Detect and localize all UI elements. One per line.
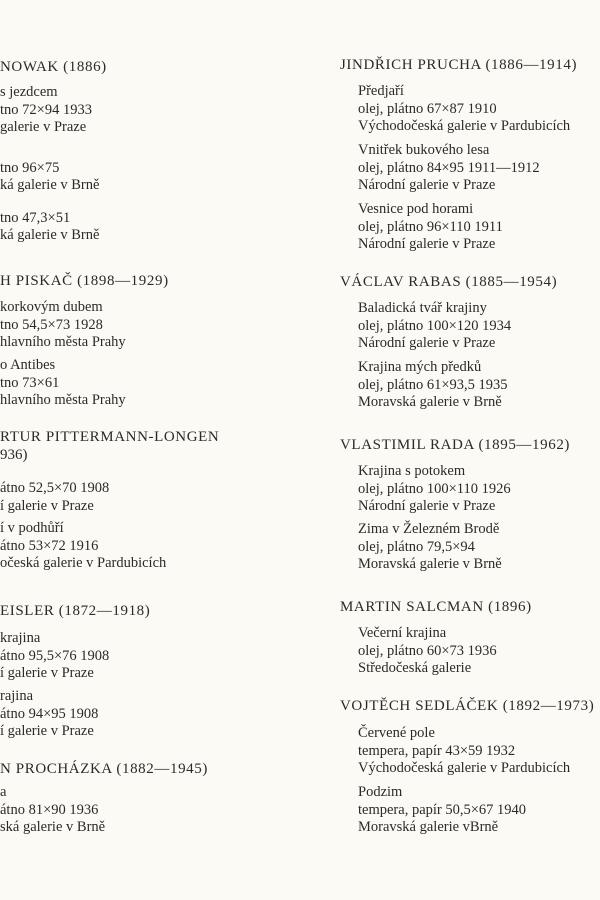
work-item xyxy=(358,201,577,254)
work-title: Vesnice pod horami xyxy=(358,201,474,217)
artist-entry xyxy=(340,598,532,678)
works-list xyxy=(340,463,570,574)
work-collection: Středočeská galerie xyxy=(358,660,472,677)
artist-entry xyxy=(0,58,107,245)
work-item xyxy=(358,463,570,521)
work-item xyxy=(0,480,219,516)
work-title: Vnitřek bukového lesa xyxy=(358,142,490,158)
artist-name: EISLER (1872—1918) xyxy=(0,603,151,619)
artist-entry xyxy=(340,56,577,254)
works-list xyxy=(340,625,532,678)
artist-name: MARTIN SALCMAN (1896) xyxy=(340,599,532,615)
work-medium: átno 53×72 1916 xyxy=(0,537,99,554)
work-medium: átno 94×95 1908 xyxy=(0,705,99,722)
artist-name: VLASTIMIL RADA (1895—1962) xyxy=(340,437,571,453)
artist-name: VÁCLAV RABAS (1885—1954) xyxy=(340,274,558,290)
work-title: Předjaří xyxy=(358,83,404,99)
work-title: Baladická tvář krajiny xyxy=(358,300,487,316)
work-medium: tempera, papír 50,5×67 1940 xyxy=(358,801,527,818)
works-list xyxy=(0,480,219,573)
work-collection: Národní galerie v Praze xyxy=(358,177,496,194)
work-collection: Moravská galerie v Brně xyxy=(358,556,502,573)
work-medium: tno 54,5×73 1928 xyxy=(0,316,103,333)
work-title: Večerní krajina xyxy=(358,625,447,641)
works-list xyxy=(340,725,594,837)
artist-entry xyxy=(0,760,208,837)
work-title: korkovým dubem xyxy=(0,299,103,315)
artist-entry xyxy=(0,602,150,741)
work-item xyxy=(358,83,577,142)
work-collection: í galerie v Praze xyxy=(0,497,94,514)
artist-name: N PROCHÁZKA (1882—1945) xyxy=(0,761,208,777)
work-collection: í galerie v Praze xyxy=(0,665,94,682)
work-collection: ká galerie v Brně xyxy=(0,177,100,194)
work-collection: ská galerie v Brně xyxy=(0,819,106,836)
works-list xyxy=(340,300,557,412)
work-item xyxy=(0,84,107,142)
work-item xyxy=(358,521,570,574)
work-item xyxy=(358,142,577,201)
work-collection: ká galerie v Brně xyxy=(0,227,100,244)
artist-entry xyxy=(340,697,594,837)
work-medium: tno 96×75 xyxy=(0,159,60,176)
work-collection: Východočeská galerie v Pardubicích xyxy=(358,760,571,777)
artist-entry xyxy=(340,436,570,574)
work-collection: Národní galerie v Praze xyxy=(358,236,496,253)
works-list xyxy=(340,83,577,254)
work-medium: olej, plátno 84×95 1911—1912 xyxy=(358,159,540,176)
work-collection: í galerie v Praze xyxy=(0,723,94,740)
work-item xyxy=(0,630,150,688)
work-title: krajina xyxy=(0,630,41,646)
work-item xyxy=(358,625,532,678)
work-medium: olej, plátno 67×87 1910 xyxy=(358,100,497,117)
work-medium: átno 81×90 1936 xyxy=(0,801,99,818)
artist-name: JINDŘICH PRUCHA (1886—1914) xyxy=(340,57,578,73)
work-item xyxy=(0,784,208,837)
work-collection: Moravská galerie vBrně xyxy=(358,819,499,836)
work-collection: Národní galerie v Praze xyxy=(358,335,496,352)
work-title: Krajina mých předků xyxy=(358,359,482,375)
work-medium: olej, plátno 61×93,5 1935 xyxy=(358,376,508,393)
work-collection: hlavního města Prahy xyxy=(0,334,126,351)
works-list xyxy=(0,299,169,410)
artist-years: 936) xyxy=(0,447,28,463)
works-list xyxy=(0,784,208,837)
artist-name: NOWAK (1886) xyxy=(0,59,107,75)
works-list xyxy=(0,84,107,245)
work-title: s jezdcem xyxy=(0,84,58,100)
work-title: Zima v Železném Brodě xyxy=(358,521,500,537)
artist-name: VOJTĚCH SEDLÁČEK (1892—1973) xyxy=(340,698,595,714)
work-item xyxy=(0,688,150,741)
work-medium: tempera, papír 43×59 1932 xyxy=(358,742,516,759)
work-collection: očeská galerie v Pardubicích xyxy=(0,555,167,572)
artist-name: RTUR PITTERMANN-LONGEN xyxy=(0,429,220,445)
work-medium: tno 72×94 1933 xyxy=(0,101,92,118)
work-title xyxy=(0,142,107,160)
work-title: Krajina s potokem xyxy=(358,463,466,479)
work-medium: átno 52,5×70 1908 xyxy=(0,480,110,496)
artist-entry xyxy=(0,272,169,410)
work-medium: átno 95,5×76 1908 xyxy=(0,647,110,664)
work-collection: Národní galerie v Praze xyxy=(358,498,496,515)
work-item xyxy=(0,142,107,192)
work-medium: olej, plátno 100×120 1934 xyxy=(358,317,512,334)
work-item xyxy=(358,725,594,784)
work-medium: olej, plátno 79,5×94 xyxy=(358,538,475,555)
work-medium: olej, plátno 100×110 1926 xyxy=(358,480,511,497)
artist-name: H PISKAČ (1898—1929) xyxy=(0,273,169,289)
work-item xyxy=(0,357,169,410)
work-title: Červené pole xyxy=(358,725,435,741)
work-collection: Moravská galerie v Brně xyxy=(358,394,502,411)
work-title: í v podhůří xyxy=(0,520,64,536)
work-title: o Antibes xyxy=(0,357,56,373)
artist-entry xyxy=(0,428,219,573)
work-item xyxy=(0,299,169,357)
artist-entry xyxy=(340,273,557,412)
work-item xyxy=(358,359,557,412)
work-collection: galerie v Praze xyxy=(0,119,87,136)
work-item xyxy=(0,520,219,573)
work-medium: tno 73×61 xyxy=(0,374,60,391)
work-medium: tno 47,3×51 xyxy=(0,209,71,226)
work-title: rajina xyxy=(0,688,34,704)
work-collection: Východočeská galerie v Pardubicích xyxy=(358,118,571,135)
work-item xyxy=(0,192,107,245)
works-list xyxy=(0,630,150,741)
work-item xyxy=(358,784,594,837)
work-item xyxy=(358,300,557,359)
work-medium: olej, plátno 60×73 1936 xyxy=(358,642,497,659)
work-collection: hlavního města Prahy xyxy=(0,392,126,409)
work-medium: olej, plátno 96×110 1911 xyxy=(358,218,503,235)
work-title: a xyxy=(0,784,7,800)
work-title: Podzim xyxy=(358,784,403,800)
